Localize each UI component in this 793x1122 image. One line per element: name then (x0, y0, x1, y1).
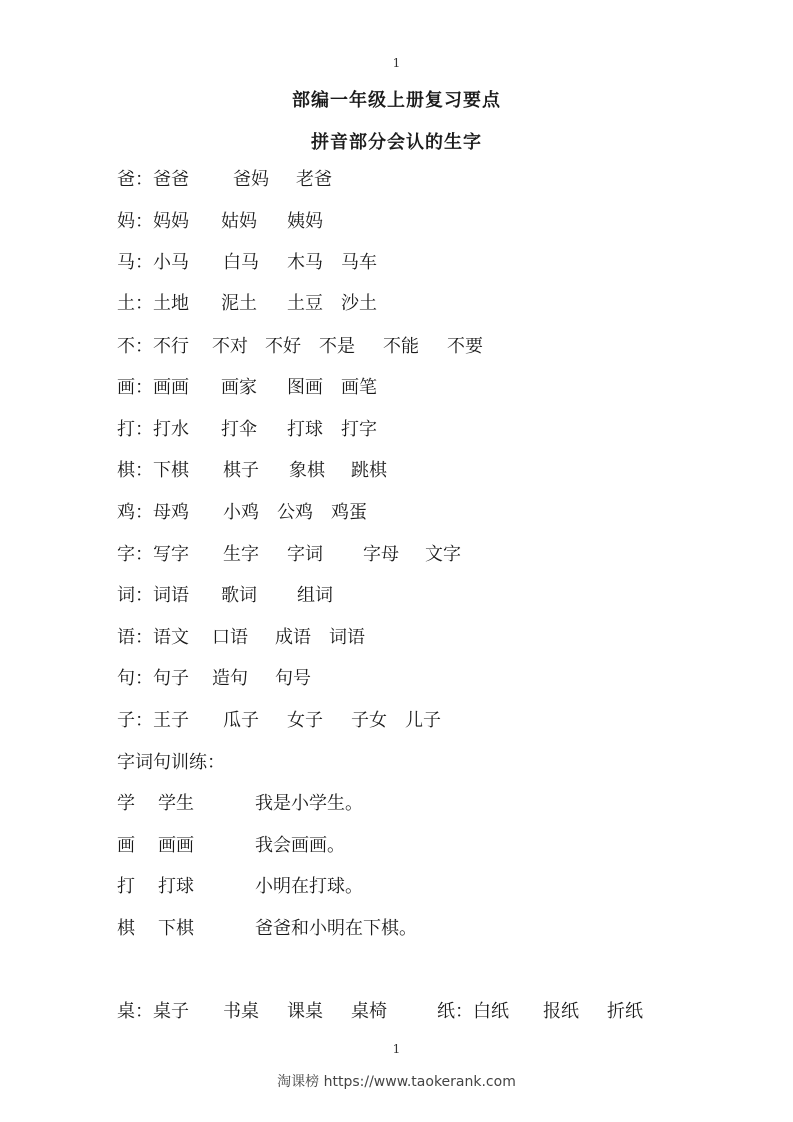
footer-watermark: 淘课榜 https://www.taokerank.com (277, 1074, 516, 1090)
word: 姑妈 (221, 211, 257, 232)
word: 小鸡 (223, 502, 259, 523)
word: 文字 (425, 544, 461, 565)
word: 画家 (221, 377, 257, 398)
training-sentence: 我是小学生。 (255, 793, 363, 814)
training-sentence: 小明在打球。 (255, 876, 363, 897)
word: 木马 (287, 252, 323, 273)
training-char: 学 (117, 793, 135, 814)
word: 象棋 (289, 460, 325, 481)
word: 沙土 (341, 293, 377, 314)
training-heading: 字词句训练： (117, 752, 225, 773)
word: 画：画画 (117, 377, 189, 398)
training-sentence: 爸爸和小明在下棋。 (255, 918, 417, 939)
word: 马：小马 (117, 252, 189, 273)
training-sentence: 我会画画。 (255, 835, 345, 856)
word: 句号 (275, 668, 311, 689)
word: 老爸 (296, 169, 332, 190)
training-char: 画 (117, 835, 135, 856)
word: 歌词 (221, 585, 257, 606)
word: 造句 (212, 668, 248, 689)
word: 子：王子 (117, 710, 189, 731)
word: 图画 (287, 377, 323, 398)
word: 棋子 (223, 460, 259, 481)
page-title: 部编一年级上册复习要点 (292, 90, 501, 111)
word: 字母 (363, 544, 399, 565)
word: 打伞 (221, 419, 257, 440)
word: 句：句子 (117, 668, 189, 689)
word: 跳棋 (351, 460, 387, 481)
word: 打球 (287, 419, 323, 440)
word: 打字 (341, 419, 377, 440)
word: 土豆 (287, 293, 323, 314)
word: 词：词语 (117, 585, 189, 606)
training-word: 打球 (158, 876, 194, 897)
word: 语：语文 (117, 627, 189, 648)
word: 泥土 (221, 293, 257, 314)
word: 不好 (265, 336, 301, 357)
word: 词语 (329, 627, 365, 648)
word: 土：土地 (117, 293, 189, 314)
word: 桌：桌子 (117, 1001, 189, 1022)
word: 不能 (383, 336, 419, 357)
word: 子女 (351, 710, 387, 731)
word: 不要 (447, 336, 483, 357)
word: 组词 (297, 585, 333, 606)
word: 儿子 (405, 710, 441, 731)
word: 马车 (341, 252, 377, 273)
word: 不对 (212, 336, 248, 357)
word: 妈：妈妈 (117, 211, 189, 232)
word: 瓜子 (223, 710, 259, 731)
page-number-bottom: 1 (392, 1042, 401, 1056)
word: 鸡蛋 (331, 502, 367, 523)
word: 女子 (287, 710, 323, 731)
word: 公鸡 (277, 502, 313, 523)
word: 不：不行 (117, 336, 189, 357)
page-subtitle: 拼音部分会认的生字 (311, 132, 482, 153)
word: 书桌 (223, 1001, 259, 1022)
word: 口语 (212, 627, 248, 648)
word: 打：打水 (117, 419, 189, 440)
training-word: 学生 (158, 793, 194, 814)
word: 鸡：母鸡 (117, 502, 189, 523)
page-number-top: 1 (392, 56, 401, 70)
training-char: 棋 (117, 918, 135, 939)
word: 爸妈 (233, 169, 269, 190)
word: 字词 (287, 544, 323, 565)
word: 字：写字 (117, 544, 189, 565)
word: 桌椅 (351, 1001, 387, 1022)
word: 画笔 (341, 377, 377, 398)
word: 生字 (223, 544, 259, 565)
training-word: 下棋 (158, 918, 194, 939)
word: 白马 (223, 252, 259, 273)
word: 课桌 (287, 1001, 323, 1022)
word: 报纸 (543, 1001, 579, 1022)
word: 棋：下棋 (117, 460, 189, 481)
word: 姨妈 (287, 211, 323, 232)
word: 折纸 (607, 1001, 643, 1022)
training-char: 打 (117, 876, 135, 897)
training-word: 画画 (158, 835, 194, 856)
word: 不是 (319, 336, 355, 357)
word: 爸：爸爸 (117, 169, 189, 190)
word: 成语 (275, 627, 311, 648)
word: 纸：白纸 (437, 1001, 509, 1022)
